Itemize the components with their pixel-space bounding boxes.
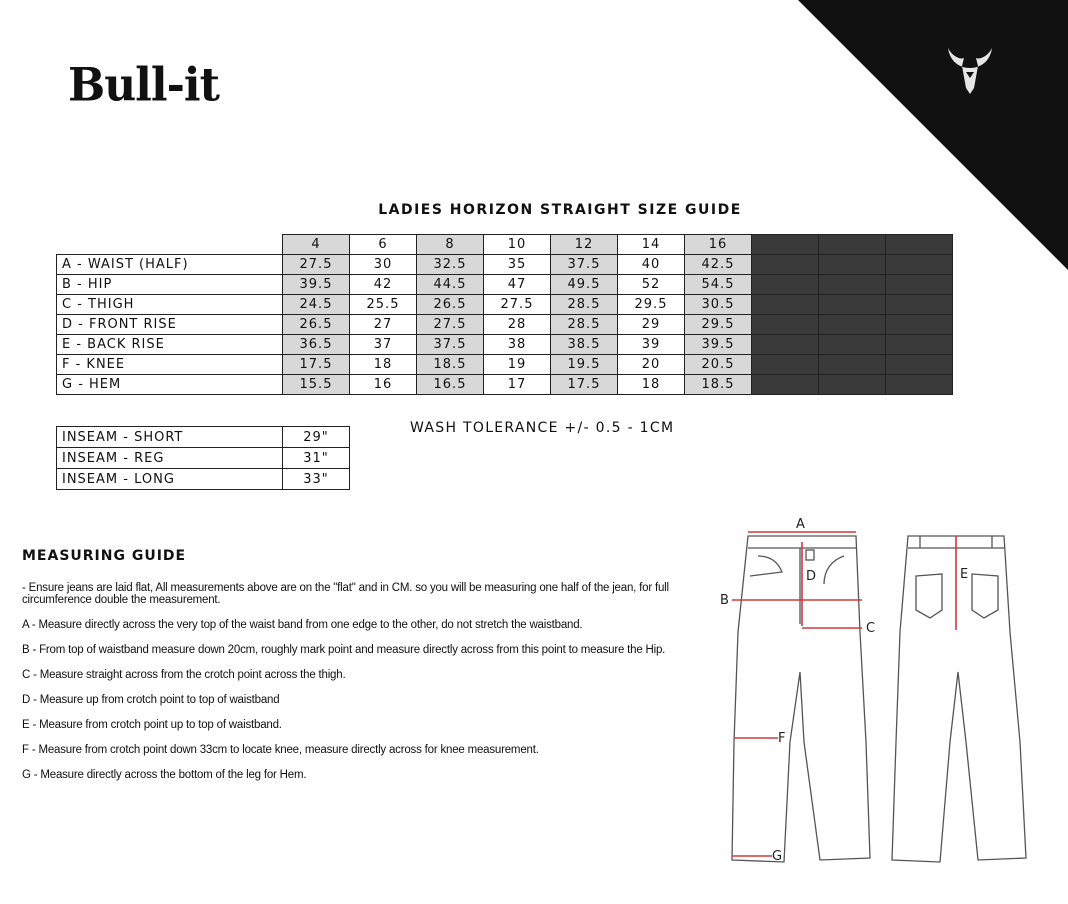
size-header: 10 xyxy=(484,235,551,255)
table-cell: 37.5 xyxy=(551,255,618,275)
empty-size-cell xyxy=(752,255,819,275)
brand-logo: Bull-it xyxy=(68,58,219,113)
table-cell: 32.5 xyxy=(417,255,484,275)
table-cell: 18 xyxy=(350,355,417,375)
label-c: C xyxy=(866,621,876,636)
table-cell: 19 xyxy=(484,355,551,375)
table-cell: 18.5 xyxy=(685,375,752,395)
label-g: G xyxy=(772,849,783,864)
table-cell: 54.5 xyxy=(685,275,752,295)
size-header-row xyxy=(57,235,953,255)
empty-size-cell xyxy=(752,335,819,355)
back-jeans-outline xyxy=(892,536,1026,862)
front-jeans-outline xyxy=(732,536,870,862)
empty-size-cell xyxy=(752,315,819,335)
measuring-guide-list xyxy=(22,582,692,794)
row-label: D - FRONT RISE xyxy=(57,315,283,335)
table-cell: 35 xyxy=(484,255,551,275)
table-cell: 39.5 xyxy=(283,275,350,295)
table-cell: 25.5 xyxy=(350,295,417,315)
table-row xyxy=(57,315,953,335)
table-row xyxy=(57,375,953,395)
size-header: 14 xyxy=(618,235,685,255)
empty-size-cell xyxy=(752,355,819,375)
empty-size-cell xyxy=(752,275,819,295)
row-label: B - HIP xyxy=(57,275,283,295)
empty-size-cell xyxy=(886,275,953,295)
table-cell: 17.5 xyxy=(551,375,618,395)
empty-size-cell xyxy=(819,375,886,395)
table-cell: 42.5 xyxy=(685,255,752,275)
table-cell: 30.5 xyxy=(685,295,752,315)
list-item: B - From top of waistband measure down 20cm, roughly mark point and measure directly across from this point to measure the Hip. xyxy=(22,644,666,656)
empty-size-cell xyxy=(819,275,886,295)
empty-size-cell xyxy=(819,315,886,335)
size-header: 12 xyxy=(551,235,618,255)
inseam-value: 31" xyxy=(283,448,350,469)
table-cell: 38 xyxy=(484,335,551,355)
inseam-label: INSEAM - REG xyxy=(57,448,283,469)
list-item: - Ensure jeans are laid flat, All measurements above are on the "flat" and in CM. so you will be measuring one half of the jean, for full circumference double the measurement. xyxy=(22,582,669,606)
list-item: A - Measure directly across the very top of the waist band from one edge to the other, do not stretch the waistband. xyxy=(22,619,583,631)
wash-tolerance: WASH TOLERANCE +/- 0.5 - 1CM xyxy=(410,420,675,436)
inseam-row xyxy=(57,469,350,490)
row-label: A - WAIST (HALF) xyxy=(57,255,283,275)
table-cell: 40 xyxy=(618,255,685,275)
label-b: B xyxy=(720,593,729,608)
empty-size-cell xyxy=(819,335,886,355)
table-cell: 47 xyxy=(484,275,551,295)
table-row xyxy=(57,255,953,275)
table-cell: 44.5 xyxy=(417,275,484,295)
inseam-label: INSEAM - SHORT xyxy=(57,427,283,448)
list-item: F - Measure from crotch point down 33cm to locate knee, measure directly across for knee measurement. xyxy=(22,744,539,756)
size-header: 4 xyxy=(283,235,350,255)
list-item: D - Measure up from crotch point to top of waistband xyxy=(22,694,280,706)
table-cell: 28 xyxy=(484,315,551,335)
table-row xyxy=(57,335,953,355)
table-row xyxy=(57,355,953,375)
table-cell: 20.5 xyxy=(685,355,752,375)
table-cell: 26.5 xyxy=(283,315,350,335)
table-cell: 29 xyxy=(618,315,685,335)
inseam-value: 33" xyxy=(283,469,350,490)
table-cell: 36.5 xyxy=(283,335,350,355)
table-cell: 42 xyxy=(350,275,417,295)
table-cell: 16.5 xyxy=(417,375,484,395)
table-cell: 20 xyxy=(618,355,685,375)
measuring-guide-title: MEASURING GUIDE xyxy=(22,548,187,564)
table-cell: 16 xyxy=(350,375,417,395)
table-cell: 37.5 xyxy=(417,335,484,355)
empty-size-cell xyxy=(752,375,819,395)
inseam-row xyxy=(57,427,350,448)
label-a: A xyxy=(796,517,805,532)
size-header: 16 xyxy=(685,235,752,255)
table-cell: 15.5 xyxy=(283,375,350,395)
table-cell: 18.5 xyxy=(417,355,484,375)
empty-size-cell xyxy=(886,315,953,335)
label-d: D xyxy=(806,569,817,584)
row-label: E - BACK RISE xyxy=(57,335,283,355)
empty-size-cell xyxy=(819,235,886,255)
table-cell: 37 xyxy=(350,335,417,355)
empty-size-cell xyxy=(819,255,886,275)
empty-size-cell xyxy=(752,295,819,315)
corner-banner xyxy=(798,0,1068,270)
table-cell: 27.5 xyxy=(484,295,551,315)
table-cell: 17.5 xyxy=(283,355,350,375)
table-cell: 38.5 xyxy=(551,335,618,355)
empty-size-cell xyxy=(752,235,819,255)
table-cell: 28.5 xyxy=(551,315,618,335)
list-item: G - Measure directly across the bottom of the leg for Hem. xyxy=(22,769,307,781)
table-cell: 26.5 xyxy=(417,295,484,315)
header-blank xyxy=(57,235,283,255)
jeans-diagram xyxy=(720,512,1040,872)
label-e: E xyxy=(960,567,969,582)
empty-size-cell xyxy=(819,355,886,375)
empty-size-cell xyxy=(886,375,953,395)
table-cell: 39 xyxy=(618,335,685,355)
list-item: C - Measure straight across from the crotch point across the thigh. xyxy=(22,669,346,681)
empty-size-cell xyxy=(886,255,953,275)
table-cell: 17 xyxy=(484,375,551,395)
size-guide-title: LADIES HORIZON STRAIGHT SIZE GUIDE xyxy=(378,202,742,218)
table-cell: 49.5 xyxy=(551,275,618,295)
row-label: F - KNEE xyxy=(57,355,283,375)
row-label: C - THIGH xyxy=(57,295,283,315)
empty-size-cell xyxy=(886,355,953,375)
empty-size-cell xyxy=(886,335,953,355)
inseam-row xyxy=(57,448,350,469)
row-label: G - HEM xyxy=(57,375,283,395)
table-cell: 18 xyxy=(618,375,685,395)
table-cell: 27 xyxy=(350,315,417,335)
empty-size-cell xyxy=(886,235,953,255)
size-header: 6 xyxy=(350,235,417,255)
empty-size-cell xyxy=(819,295,886,315)
label-f: F xyxy=(778,731,786,746)
table-cell: 39.5 xyxy=(685,335,752,355)
table-row xyxy=(57,275,953,295)
table-cell: 28.5 xyxy=(551,295,618,315)
table-cell: 29.5 xyxy=(618,295,685,315)
table-cell: 27.5 xyxy=(417,315,484,335)
table-cell: 19.5 xyxy=(551,355,618,375)
size-header: 8 xyxy=(417,235,484,255)
table-cell: 30 xyxy=(350,255,417,275)
inseam-value: 29" xyxy=(283,427,350,448)
inseam-table xyxy=(56,426,350,490)
inseam-label: INSEAM - LONG xyxy=(57,469,283,490)
table-cell: 29.5 xyxy=(685,315,752,335)
table-cell: 52 xyxy=(618,275,685,295)
size-table xyxy=(56,234,953,395)
table-cell: 27.5 xyxy=(283,255,350,275)
list-item: E - Measure from crotch point up to top of waistband. xyxy=(22,719,282,731)
table-row xyxy=(57,295,953,315)
empty-size-cell xyxy=(886,295,953,315)
table-cell: 24.5 xyxy=(283,295,350,315)
